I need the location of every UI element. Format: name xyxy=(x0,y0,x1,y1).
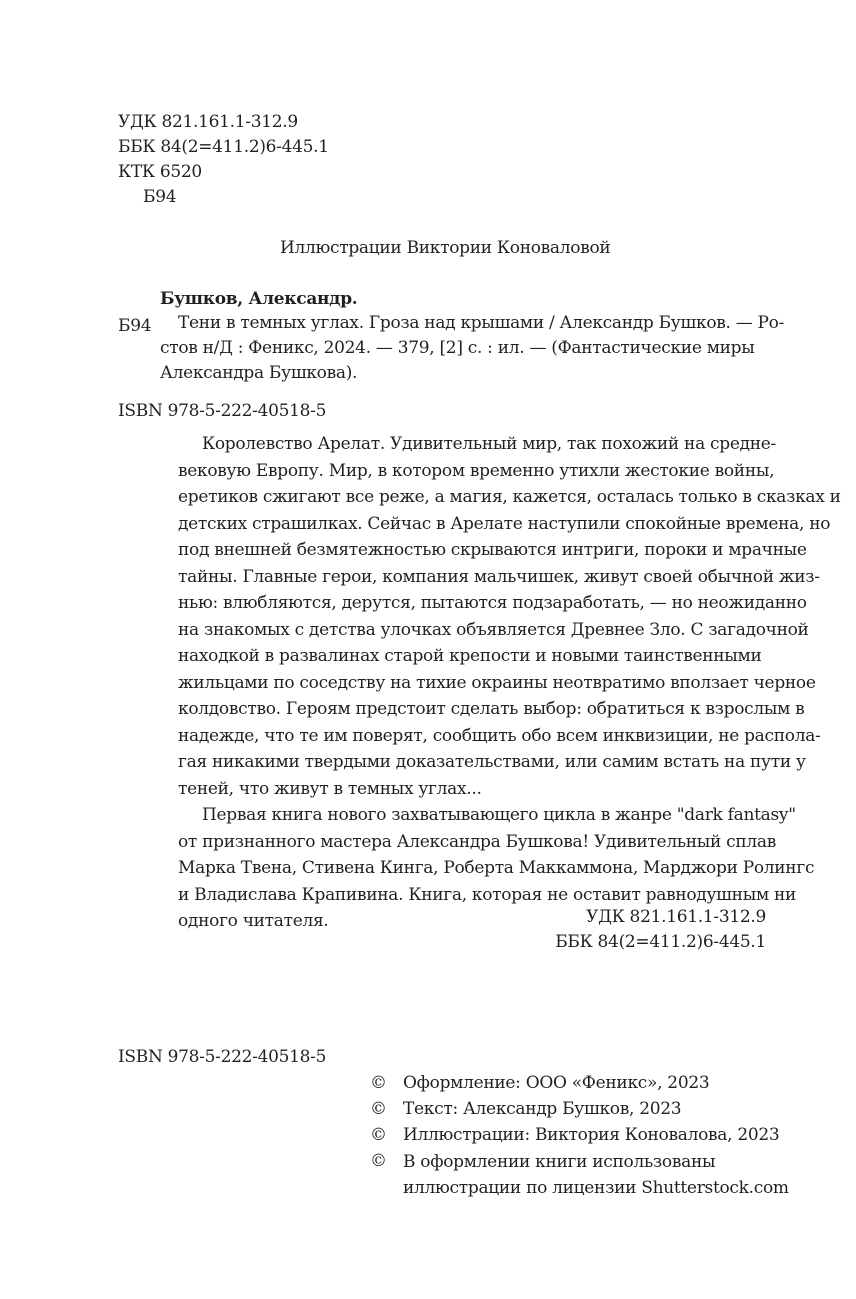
record-author-sign: Б94 xyxy=(118,316,152,336)
description-line: стов н/Д : Феникс, 2024. — 379, [2] с. : ил. — (Фантастические миры xyxy=(160,338,755,358)
copyright-symbol: © xyxy=(370,1151,387,1171)
license-line: В оформлении книги использованы xyxy=(403,1152,716,1172)
annotation-line: жильцами по соседству на тихие окраины неотвратимо вползает черное xyxy=(178,672,816,693)
copyright-symbol: © xyxy=(370,1073,387,1093)
annotation-line: вековую Европу. Мир, в котором временно утихли жестокие войны, xyxy=(178,460,775,481)
record-description xyxy=(160,311,784,386)
annotation-line: одного читателя. xyxy=(178,911,329,931)
header-codes xyxy=(118,110,329,210)
illustrations-credit: Иллюстрации Виктории Коноваловой xyxy=(280,238,611,258)
annotation-line: еретиков сжигают все реже, а магия, кажется, осталась только в сказках и xyxy=(178,487,841,507)
license-line: иллюстрации по лицензии Shutterstock.com xyxy=(403,1178,789,1198)
author-heading: Бушков, Александр. xyxy=(160,289,358,309)
isbn-record: ISBN 978-5-222-40518-5 xyxy=(118,401,327,421)
annotation-line: и Владислава Крапивина. Книга, которая не оставит равнодушным ни xyxy=(178,884,797,905)
bbk-code: ББК 84(2=411.2)6-445.1 xyxy=(118,137,329,157)
copyright-design-text: Оформление: ООО «Феникс», 2023 xyxy=(403,1073,710,1093)
description-line: Александра Бушкова). xyxy=(160,363,358,383)
annotation-line: под внешней безмятежностью скрываются интриги, пороки и мрачные xyxy=(178,540,807,560)
udk-code: УДК 821.161.1-312.9 xyxy=(118,112,298,132)
annotation-line: на знакомых с детства улочках объявляется Древнее Зло. С загадочной xyxy=(178,619,809,640)
copyright-license-text xyxy=(403,1149,789,1201)
copyright-symbol: © xyxy=(370,1125,387,1145)
annotation-line: от признанного мастера Александра Бушкова! Удивительный сплав xyxy=(178,831,777,852)
copyright-symbol: © xyxy=(370,1099,387,1119)
annotation-line: находкой в развалинах старой крепости и новыми таинственными xyxy=(178,646,762,666)
isbn-bottom: ISBN 978-5-222-40518-5 xyxy=(118,1047,327,1067)
author-sign: Б94 xyxy=(143,187,177,207)
ktk-code: КТК 6520 xyxy=(118,162,202,182)
annotation-line: колдовство. Героям предстоит сделать выбор: обратиться к взрослым в xyxy=(178,699,805,719)
annotation-line: теней, что живут в темных углах... xyxy=(178,778,482,799)
footer-udk-code: УДК 821.161.1-312.9 xyxy=(586,907,766,927)
annotation-line: детских страшилках. Сейчас в Арелате наступили спокойные времена, но xyxy=(178,513,831,534)
annotation-line: Марка Твена, Стивена Кинга, Роберта Маккаммона, Марджори Ролингс xyxy=(178,858,815,878)
annotation-line: Королевство Арелат. Удивительный мир, так похожий на средне- xyxy=(202,434,776,454)
copyright-illustrations-text: Иллюстрации: Виктория Коновалова, 2023 xyxy=(403,1125,780,1145)
footer-codes xyxy=(555,905,766,955)
annotation-line: гая никакими твердыми доказательствами, или самим встать на пути у xyxy=(178,752,806,772)
annotation-line: нью: влюбляются, дерутся, пытаются подзаработать, — но неожиданно xyxy=(178,593,807,613)
description-line: Тени в темных углах. Гроза над крышами / Александр Бушков. — Ро- xyxy=(178,313,785,333)
footer-bbk-code: ББК 84(2=411.2)6-445.1 xyxy=(555,932,766,952)
annotation xyxy=(178,431,841,935)
annotation-line: надежде, что те им поверят, сообщить обо всем инквизиции, не распола- xyxy=(178,725,821,746)
annotation-line: тайны. Главные герои, компания мальчишек, живут своей обычной жиз- xyxy=(178,566,820,587)
annotation-line: Первая книга нового захватывающего цикла в жанре "dark fantasy" xyxy=(202,805,796,825)
copyright-text-text: Текст: Александр Бушков, 2023 xyxy=(403,1099,682,1119)
